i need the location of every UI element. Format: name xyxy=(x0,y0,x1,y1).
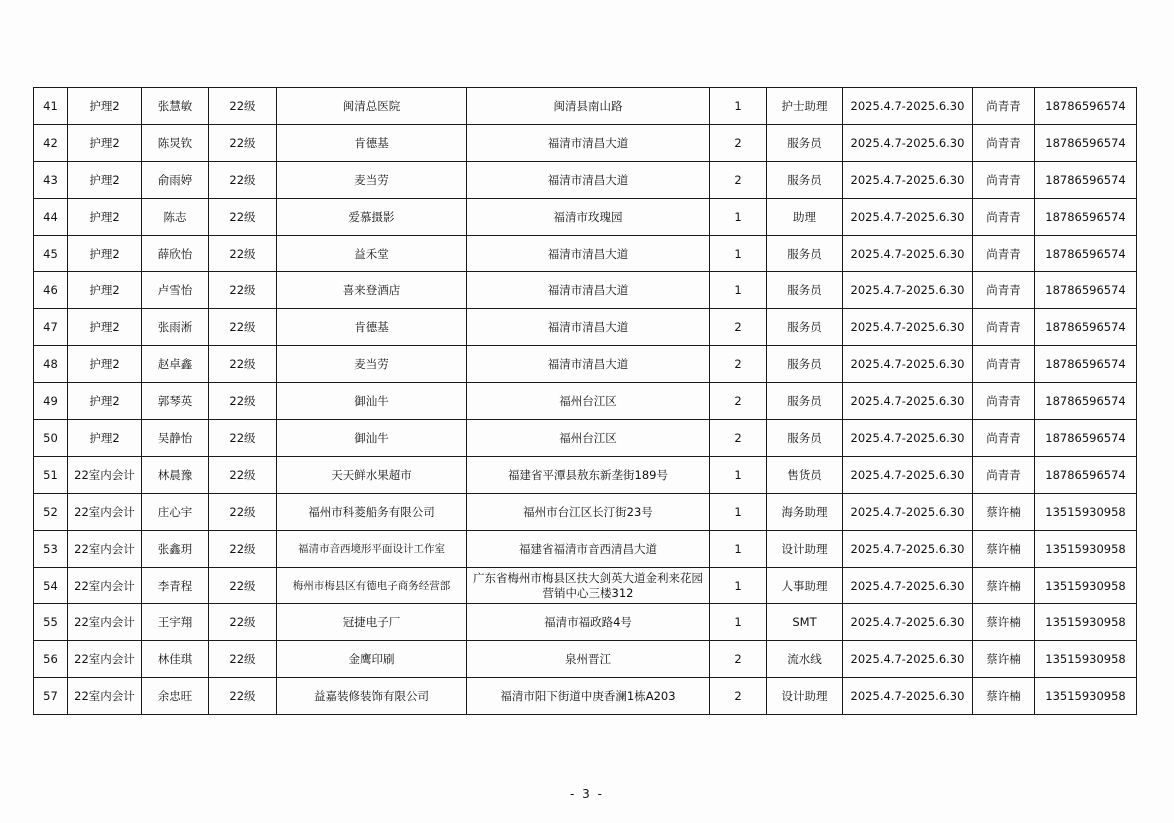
cell-period: 2025.4.7-2025.6.30 xyxy=(843,604,973,641)
table-row xyxy=(34,420,1137,457)
cell-address: 福清市福政路4号 xyxy=(467,604,710,641)
cell-phone: 13515930958 xyxy=(1035,493,1137,530)
cell-student-name: 林晨豫 xyxy=(142,456,209,493)
cell-student-name: 林佳琪 xyxy=(142,641,209,678)
cell-position: 海务助理 xyxy=(767,493,843,530)
cell-grade: 22级 xyxy=(209,678,277,715)
cell-position: 服务员 xyxy=(767,383,843,420)
cell-period: 2025.4.7-2025.6.30 xyxy=(843,493,973,530)
cell-number: 52 xyxy=(34,493,68,530)
cell-teacher: 尚青青 xyxy=(973,420,1035,457)
cell-major: 护理2 xyxy=(68,420,142,457)
cell-number: 47 xyxy=(34,309,68,346)
cell-phone: 18786596574 xyxy=(1035,198,1137,235)
cell-company: 麦当劳 xyxy=(277,161,467,198)
cell-company: 爱慕摄影 xyxy=(277,198,467,235)
cell-number: 56 xyxy=(34,641,68,678)
cell-major: 护理2 xyxy=(68,235,142,272)
cell-position: 服务员 xyxy=(767,161,843,198)
table-row xyxy=(34,161,1137,198)
cell-count: 2 xyxy=(710,641,767,678)
cell-teacher: 蔡许楠 xyxy=(973,641,1035,678)
cell-company: 福清市音西境形平面设计工作室 xyxy=(277,530,467,567)
cell-company: 福州市科菱船务有限公司 xyxy=(277,493,467,530)
cell-teacher: 尚青青 xyxy=(973,235,1035,272)
cell-grade: 22级 xyxy=(209,235,277,272)
cell-company: 肯德基 xyxy=(277,124,467,161)
cell-major: 22室内会计 xyxy=(68,567,142,604)
cell-period: 2025.4.7-2025.6.30 xyxy=(843,88,973,125)
cell-period: 2025.4.7-2025.6.30 xyxy=(843,383,973,420)
cell-grade: 22级 xyxy=(209,161,277,198)
cell-number: 57 xyxy=(34,678,68,715)
cell-student-name: 俞雨婷 xyxy=(142,161,209,198)
cell-position: 护士助理 xyxy=(767,88,843,125)
cell-company: 益嘉装修装饰有限公司 xyxy=(277,678,467,715)
cell-company: 梅州市梅县区有德电子商务经营部 xyxy=(277,567,467,604)
cell-address: 福州台江区 xyxy=(467,420,710,457)
cell-teacher: 尚青青 xyxy=(973,456,1035,493)
cell-position: 服务员 xyxy=(767,124,843,161)
cell-position: SMT xyxy=(767,604,843,641)
cell-grade: 22级 xyxy=(209,456,277,493)
cell-count: 1 xyxy=(710,272,767,309)
cell-phone: 13515930958 xyxy=(1035,678,1137,715)
cell-grade: 22级 xyxy=(209,88,277,125)
cell-position: 服务员 xyxy=(767,346,843,383)
cell-position: 售货员 xyxy=(767,456,843,493)
cell-student-name: 余忠旺 xyxy=(142,678,209,715)
cell-address: 泉州晋江 xyxy=(467,641,710,678)
cell-period: 2025.4.7-2025.6.30 xyxy=(843,567,973,604)
cell-teacher: 尚青青 xyxy=(973,383,1035,420)
cell-major: 护理2 xyxy=(68,124,142,161)
cell-count: 1 xyxy=(710,604,767,641)
cell-major: 22室内会计 xyxy=(68,493,142,530)
cell-number: 54 xyxy=(34,567,68,604)
table-row xyxy=(34,198,1137,235)
cell-position: 助理 xyxy=(767,198,843,235)
cell-count: 2 xyxy=(710,383,767,420)
cell-major: 护理2 xyxy=(68,161,142,198)
cell-period: 2025.4.7-2025.6.30 xyxy=(843,530,973,567)
table-row xyxy=(34,383,1137,420)
cell-teacher: 蔡许楠 xyxy=(973,567,1035,604)
cell-company: 御汕牛 xyxy=(277,383,467,420)
table-row xyxy=(34,124,1137,161)
cell-phone: 18786596574 xyxy=(1035,235,1137,272)
cell-phone: 18786596574 xyxy=(1035,124,1137,161)
cell-count: 1 xyxy=(710,456,767,493)
cell-major: 护理2 xyxy=(68,88,142,125)
cell-grade: 22级 xyxy=(209,604,277,641)
cell-major: 护理2 xyxy=(68,309,142,346)
internship-table xyxy=(33,87,1137,715)
cell-address: 福建省平潭县敖东新垄街189号 xyxy=(467,456,710,493)
cell-student-name: 卢雪怡 xyxy=(142,272,209,309)
cell-address: 福清市清昌大道 xyxy=(467,235,710,272)
page-number: - 3 - xyxy=(570,787,604,801)
cell-phone: 18786596574 xyxy=(1035,456,1137,493)
cell-period: 2025.4.7-2025.6.30 xyxy=(843,641,973,678)
table-row xyxy=(34,641,1137,678)
cell-teacher: 蔡许楠 xyxy=(973,530,1035,567)
cell-address: 福州台江区 xyxy=(467,383,710,420)
cell-number: 50 xyxy=(34,420,68,457)
cell-period: 2025.4.7-2025.6.30 xyxy=(843,678,973,715)
cell-position: 设计助理 xyxy=(767,530,843,567)
cell-number: 53 xyxy=(34,530,68,567)
cell-student-name: 张慧敏 xyxy=(142,88,209,125)
cell-grade: 22级 xyxy=(209,567,277,604)
cell-student-name: 陈炅钦 xyxy=(142,124,209,161)
cell-major: 护理2 xyxy=(68,272,142,309)
table-row xyxy=(34,88,1137,125)
cell-count: 2 xyxy=(710,124,767,161)
cell-grade: 22级 xyxy=(209,309,277,346)
cell-address: 福清市阳下街道中庚香澜1栋A203 xyxy=(467,678,710,715)
cell-grade: 22级 xyxy=(209,383,277,420)
cell-teacher: 尚青青 xyxy=(973,272,1035,309)
cell-count: 1 xyxy=(710,530,767,567)
cell-number: 48 xyxy=(34,346,68,383)
cell-address: 福清市清昌大道 xyxy=(467,161,710,198)
cell-count: 2 xyxy=(710,420,767,457)
table-body xyxy=(34,88,1137,715)
cell-address: 福清市清昌大道 xyxy=(467,346,710,383)
table-row xyxy=(34,456,1137,493)
cell-count: 1 xyxy=(710,493,767,530)
table-row xyxy=(34,272,1137,309)
cell-company: 益禾堂 xyxy=(277,235,467,272)
cell-position: 服务员 xyxy=(767,272,843,309)
cell-phone: 18786596574 xyxy=(1035,88,1137,125)
cell-student-name: 庄心宇 xyxy=(142,493,209,530)
cell-grade: 22级 xyxy=(209,493,277,530)
cell-position: 服务员 xyxy=(767,420,843,457)
cell-major: 22室内会计 xyxy=(68,530,142,567)
cell-count: 2 xyxy=(710,346,767,383)
cell-phone: 18786596574 xyxy=(1035,383,1137,420)
cell-period: 2025.4.7-2025.6.30 xyxy=(843,456,973,493)
cell-grade: 22级 xyxy=(209,198,277,235)
cell-number: 49 xyxy=(34,383,68,420)
cell-grade: 22级 xyxy=(209,272,277,309)
cell-phone: 13515930958 xyxy=(1035,641,1137,678)
cell-number: 43 xyxy=(34,161,68,198)
cell-major: 22室内会计 xyxy=(68,678,142,715)
cell-number: 44 xyxy=(34,198,68,235)
cell-grade: 22级 xyxy=(209,530,277,567)
cell-teacher: 尚青青 xyxy=(973,309,1035,346)
cell-major: 22室内会计 xyxy=(68,456,142,493)
table-row xyxy=(34,530,1137,567)
cell-phone: 13515930958 xyxy=(1035,604,1137,641)
cell-number: 45 xyxy=(34,235,68,272)
cell-phone: 18786596574 xyxy=(1035,309,1137,346)
cell-company: 金鹰印刷 xyxy=(277,641,467,678)
cell-address: 闽清县南山路 xyxy=(467,88,710,125)
table-row xyxy=(34,346,1137,383)
cell-company: 肯德基 xyxy=(277,309,467,346)
table-row xyxy=(34,235,1137,272)
cell-teacher: 蔡许楠 xyxy=(973,604,1035,641)
cell-number: 46 xyxy=(34,272,68,309)
cell-company: 御汕牛 xyxy=(277,420,467,457)
cell-company: 喜来登酒店 xyxy=(277,272,467,309)
cell-phone: 13515930958 xyxy=(1035,530,1137,567)
cell-number: 51 xyxy=(34,456,68,493)
cell-teacher: 尚青青 xyxy=(973,88,1035,125)
cell-address: 福清市清昌大道 xyxy=(467,272,710,309)
cell-company: 天天鲜水果超市 xyxy=(277,456,467,493)
cell-position: 人事助理 xyxy=(767,567,843,604)
cell-count: 1 xyxy=(710,567,767,604)
cell-grade: 22级 xyxy=(209,124,277,161)
cell-period: 2025.4.7-2025.6.30 xyxy=(843,272,973,309)
cell-count: 2 xyxy=(710,309,767,346)
cell-phone: 13515930958 xyxy=(1035,567,1137,604)
cell-position: 服务员 xyxy=(767,235,843,272)
cell-address: 福清市清昌大道 xyxy=(467,309,710,346)
cell-address: 福建省福清市音西清昌大道 xyxy=(467,530,710,567)
cell-number: 42 xyxy=(34,124,68,161)
cell-number: 55 xyxy=(34,604,68,641)
cell-count: 2 xyxy=(710,161,767,198)
cell-student-name: 王宇翔 xyxy=(142,604,209,641)
cell-count: 1 xyxy=(710,88,767,125)
cell-major: 22室内会计 xyxy=(68,604,142,641)
cell-position: 服务员 xyxy=(767,309,843,346)
cell-major: 护理2 xyxy=(68,198,142,235)
cell-student-name: 薛欣怡 xyxy=(142,235,209,272)
cell-period: 2025.4.7-2025.6.30 xyxy=(843,124,973,161)
cell-phone: 18786596574 xyxy=(1035,161,1137,198)
cell-period: 2025.4.7-2025.6.30 xyxy=(843,309,973,346)
cell-teacher: 尚青青 xyxy=(973,198,1035,235)
cell-period: 2025.4.7-2025.6.30 xyxy=(843,235,973,272)
cell-grade: 22级 xyxy=(209,641,277,678)
cell-major: 22室内会计 xyxy=(68,641,142,678)
cell-address: 广东省梅州市梅县区扶大剑英大道金利来花园营销中心三楼312 xyxy=(467,567,710,604)
cell-teacher: 蔡许楠 xyxy=(973,493,1035,530)
cell-major: 护理2 xyxy=(68,346,142,383)
table-row xyxy=(34,567,1137,604)
cell-period: 2025.4.7-2025.6.30 xyxy=(843,346,973,383)
table-row xyxy=(34,604,1137,641)
cell-student-name: 张鑫玥 xyxy=(142,530,209,567)
cell-count: 1 xyxy=(710,235,767,272)
cell-address: 福清市清昌大道 xyxy=(467,124,710,161)
cell-student-name: 李青程 xyxy=(142,567,209,604)
cell-teacher: 尚青青 xyxy=(973,346,1035,383)
cell-count: 2 xyxy=(710,678,767,715)
cell-period: 2025.4.7-2025.6.30 xyxy=(843,198,973,235)
cell-major: 护理2 xyxy=(68,383,142,420)
cell-grade: 22级 xyxy=(209,346,277,383)
cell-number: 41 xyxy=(34,88,68,125)
cell-student-name: 郭琴英 xyxy=(142,383,209,420)
cell-student-name: 陈志 xyxy=(142,198,209,235)
cell-teacher: 尚青青 xyxy=(973,124,1035,161)
cell-address: 福清市玫瑰园 xyxy=(467,198,710,235)
cell-student-name: 张雨淅 xyxy=(142,309,209,346)
cell-phone: 18786596574 xyxy=(1035,346,1137,383)
cell-company: 闽清总医院 xyxy=(277,88,467,125)
table-row xyxy=(34,309,1137,346)
cell-teacher: 蔡许楠 xyxy=(973,678,1035,715)
cell-student-name: 赵卓鑫 xyxy=(142,346,209,383)
cell-company: 冠捷电子厂 xyxy=(277,604,467,641)
cell-position: 流水线 xyxy=(767,641,843,678)
cell-phone: 18786596574 xyxy=(1035,420,1137,457)
cell-count: 1 xyxy=(710,198,767,235)
cell-teacher: 尚青青 xyxy=(973,161,1035,198)
cell-position: 设计助理 xyxy=(767,678,843,715)
cell-phone: 18786596574 xyxy=(1035,272,1137,309)
table-row xyxy=(34,493,1137,530)
cell-company: 麦当劳 xyxy=(277,346,467,383)
cell-student-name: 吴静怡 xyxy=(142,420,209,457)
cell-grade: 22级 xyxy=(209,420,277,457)
cell-period: 2025.4.7-2025.6.30 xyxy=(843,420,973,457)
cell-address: 福州市台江区长汀街23号 xyxy=(467,493,710,530)
table-row xyxy=(34,678,1137,715)
cell-period: 2025.4.7-2025.6.30 xyxy=(843,161,973,198)
